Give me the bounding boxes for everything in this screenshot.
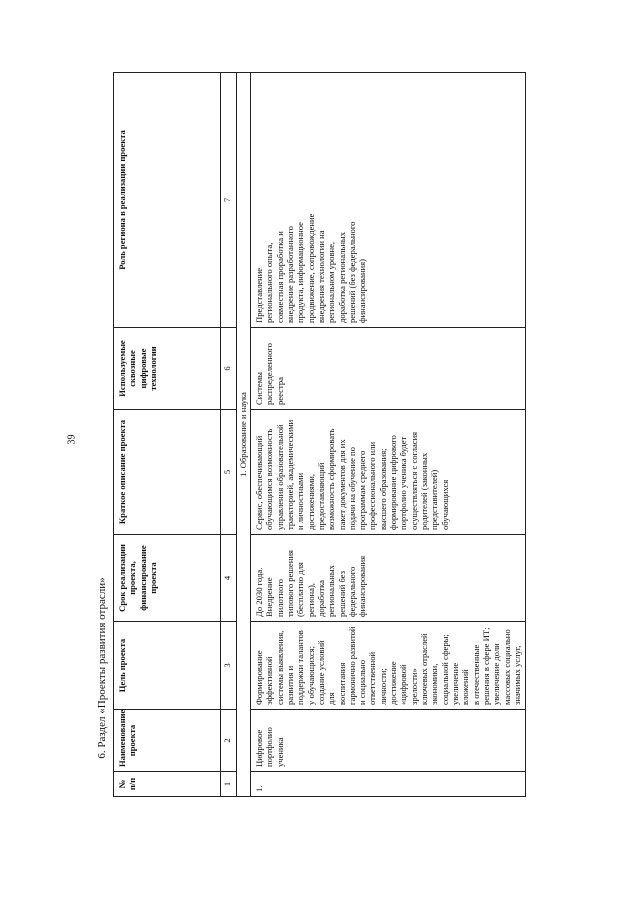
row-technologies: Системы распределенного реестра — [251, 328, 526, 410]
table-stage — [113, 73, 640, 792]
page-number: 39 — [66, 434, 78, 445]
section-row-label: 1. Образование и наука — [237, 73, 251, 797]
projects-table — [113, 72, 526, 797]
table-header-row — [114, 73, 221, 797]
row-description: Сервис, обеспечивающий обучающимся возможность управления образовательной траекторией, академическими и личностными достижениями, предоставляющий возможность сформировать пакет документов для их подачи на обучение по программам среднего профессионального или высшего образования; формирование цифрового портфолио ученика будет осуществляться с согласия родителей (законных представителей) обучающихся — [251, 410, 526, 535]
row-name: Цифровое портфолио ученика — [251, 710, 526, 772]
row-role: Представление регионального опыта, совместная проработка и внедрение разработанного продукта, информационное продвижение, сопровождение внедрения технологии на региональном уровне, доработка региональных решений (без федерального финансирования) — [251, 73, 526, 328]
column-number: 3 — [221, 622, 237, 710]
column-number: 7 — [221, 73, 237, 328]
column-number: 2 — [221, 710, 237, 772]
row-goal: Формирование эффективной системы выявления, развития и поддержки талантов у обучающихся; создание условий для воспитания гармонично развитой и социально ответственной личности; достижение «цифровой зрелости» ключевых отраслей экономики, социальной сферы; увеличение вложений в отечественные решения в сфере ИТ; увеличение доли массовых социально значимых услуг, — [251, 622, 526, 710]
column-number: 1 — [221, 772, 237, 797]
header-num: № п/п — [114, 772, 221, 797]
row-term: До 2030 года. Внедрение пилотного типового решения (бесплатно для региона), доработка региональных решений без федерального финансирования — [251, 535, 526, 622]
section-title — [95, 576, 108, 759]
table-row — [251, 73, 526, 797]
header-description: Краткое описание проекта — [114, 410, 221, 535]
column-number: 4 — [221, 535, 237, 622]
row-num: 1. — [251, 772, 526, 797]
header-term: Срок реализации проекта, финансирование проекта — [114, 535, 221, 622]
section-row — [237, 73, 251, 797]
rotated-table-wrapper — [113, 73, 522, 797]
header-name: Наименование проекта — [114, 710, 221, 772]
column-number-row — [221, 73, 237, 797]
section-title-text: 6. Раздел «Проекты развития отрасли» — [95, 576, 108, 759]
header-technologies: Используемые сквозные цифровые технологии — [114, 328, 221, 410]
header-role: Роль региона в реализации проекта — [114, 73, 221, 328]
column-number: 6 — [221, 328, 237, 410]
column-number: 5 — [221, 410, 237, 535]
header-goal: Цель проекта — [114, 622, 221, 710]
